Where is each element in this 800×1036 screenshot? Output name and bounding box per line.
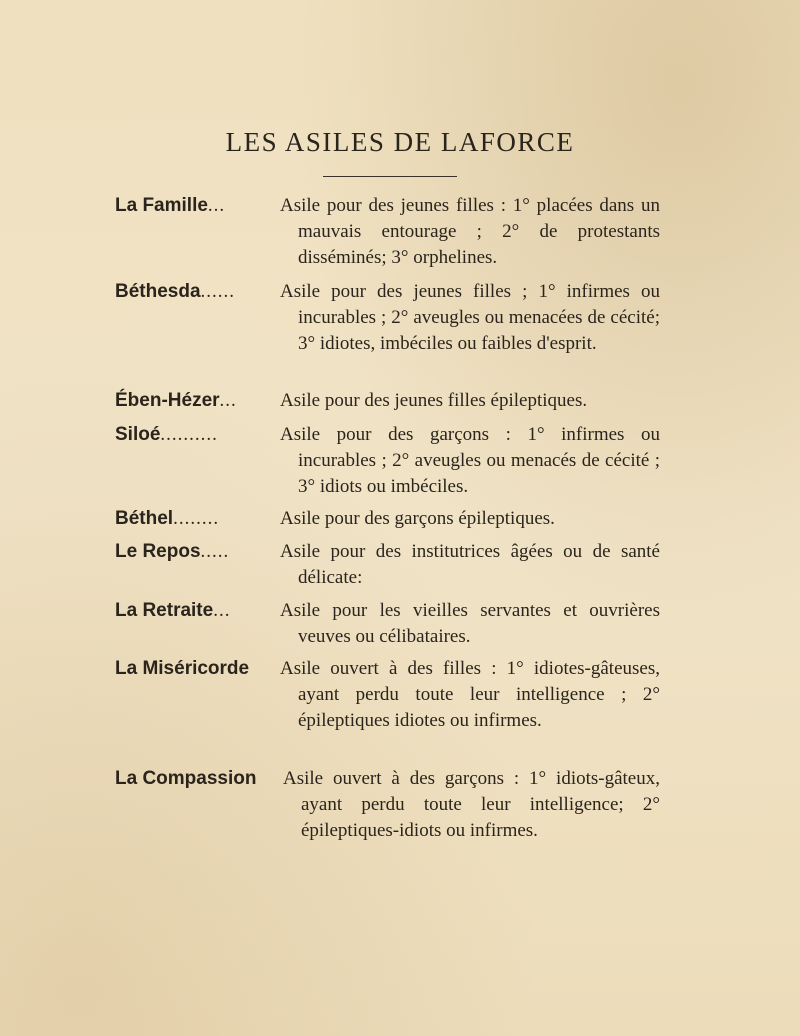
entry-bethel	[115, 506, 660, 532]
entry-le-repos	[115, 539, 660, 591]
entry-la-famille	[115, 193, 660, 271]
entry-la-misericorde	[115, 656, 660, 734]
entry-description: Asile pour les vieilles servantes et ouvrières veuves ou célibataires.	[280, 600, 660, 647]
entry-description: Asile pour des garçons épileptiques.	[280, 508, 555, 529]
entry-name: Le Repos.....	[115, 541, 230, 562]
entry-description: Asile ouvert à des filles : 1° idiotes-gâteuses, ayant perdu toute leur intelligence ; 2° épileptiques idiotes ou infirmes.	[280, 658, 660, 731]
entry-name: Siloé..........	[115, 424, 218, 445]
entry-description: Asile pour des garçons : 1° infirmes ou incurables ; 2° aveugles ou menacés de cécité ; 3° idiots ou imbéciles.	[280, 424, 660, 497]
entry-name: La Miséricorde	[115, 658, 250, 679]
entry-la-compassion	[115, 766, 660, 844]
entry-name: La Famille...	[115, 195, 226, 216]
entry-name: Béthel........	[115, 508, 220, 529]
entry-siloe	[115, 422, 660, 500]
entry-name: La Retraite...	[115, 600, 231, 621]
entry-name: Ében-Hézer...	[115, 390, 237, 411]
entry-description: Asile pour des institutrices âgées ou de santé délicate:	[280, 541, 660, 588]
entry-name: La Compassion	[115, 768, 257, 789]
entry-eben-hezer	[115, 388, 660, 414]
page-title: LES ASILES DE LAFORCE	[225, 127, 575, 157]
entry-description: Asile ouvert à des garçons : 1° idiots-gâteux, ayant perdu toute leur intelligence; 2° épileptiques-idiots ou infirmes.	[283, 768, 660, 841]
entry-description: Asile pour des jeunes filles ; 1° infirmes ou incurables ; 2° aveugles ou menacées de cécité; 3° idiotes, imbéciles ou faibles d'esprit.	[280, 281, 660, 354]
entry-description: Asile pour des jeunes filles épileptiques.	[280, 390, 588, 411]
entry-name: Béthesda......	[115, 281, 236, 302]
title-rule	[323, 176, 457, 177]
entry-description: Asile pour des jeunes filles : 1° placées dans un mauvais entourage ; 2° de protestants disséminés; 3° orphelines.	[280, 195, 660, 268]
entry-bethesda	[115, 279, 660, 357]
entry-la-retraite	[115, 598, 660, 650]
